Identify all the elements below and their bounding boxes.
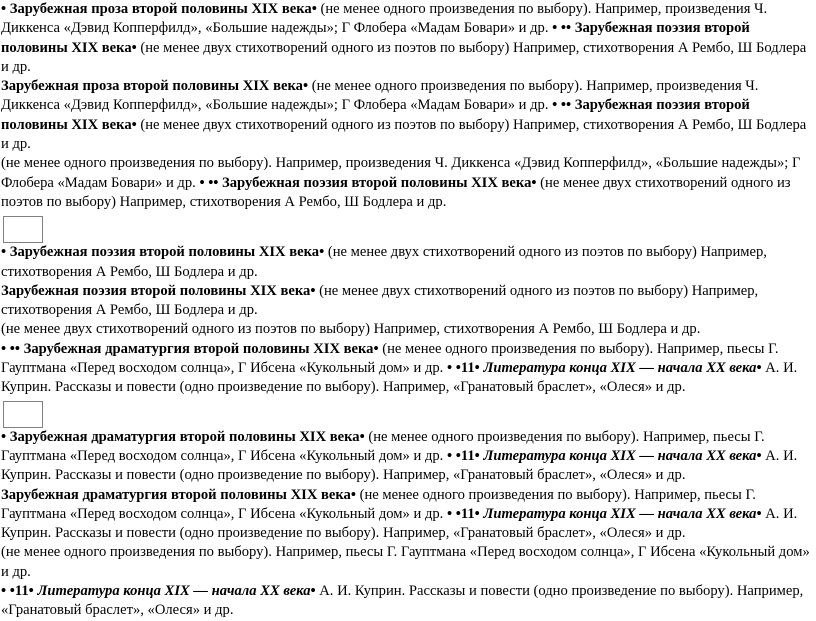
heading-literature-turn-of-century: Литература конца XIX — начала XX века — [483, 360, 757, 377]
heading-drama: • •• Зарубежная драматургия второй половины XIX века• — [1, 340, 379, 357]
body-text: (не менее двух стихотворений одного из поэтов по выбору) Например, стихотворения А Рембо, Ш Бодлера и др. — [1, 116, 807, 153]
empty-placeholder-box — [3, 216, 43, 243]
body-text: (не менее одного произведения по выбору). Например, произведения Ч. Диккенса «Дэвид Копперфилд», «Большие надежды»; Г Флобера «Мадам Бовари» и др. — [1, 78, 759, 114]
heading-prose: • Зарубежная проза второй половины XIX века• — [1, 1, 317, 17]
empty-placeholder-box — [3, 401, 43, 428]
paragraph-prose-poetry-1 — [1, 0, 815, 77]
paragraph-drama-4 — [1, 543, 815, 582]
body-text: (не менее двух стихотворений одного из поэтов по выбору) Например, стихотворения А Рембо, Ш Бодлера и др. — [1, 174, 791, 210]
bullet-marker: • — [756, 447, 762, 464]
paragraph-prose-poetry-3 — [1, 154, 815, 212]
heading-poetry: • •• Зарубежная поэзия второй половины XIX века• — [1, 20, 750, 56]
body-text: (не менее одного произведения по выбору). Например, произведения Ч. Диккенса «Дэвид Копперфилд», «Большие надежды»; Г Флобера «Мадам Бовари» и др. — [1, 1, 768, 37]
body-text: (не менее одного произведения по выбору). Например, пьесы Г. Гауптмана «Перед восходом солнца», Г Ибсена «Кукольный дом» и др. — [1, 544, 810, 580]
bullet-marker: • — [756, 360, 762, 377]
heading-literature-turn-of-century: Литература конца XIX — начала XX века — [37, 583, 311, 600]
paragraph-prose-poetry-2 — [1, 77, 815, 154]
heading-poetry: • •• Зарубежная поэзия второй половины XIX века• — [199, 174, 537, 191]
body-text: А. И. Куприн. Рассказы и повести (одно произведение по выбору). Например, «Гранатовый браслет», «Олеся» и др. — [1, 583, 804, 619]
body-text: (не менее двух стихотворений одного из поэтов по выбору) Например, стихотворения А Рембо, Ш Бодлера и др. — [1, 321, 701, 338]
paragraph-drama-2 — [1, 428, 815, 486]
paragraph-drama-3 — [1, 486, 815, 544]
heading-prose: Зарубежная проза второй половины XIX века• — [1, 78, 309, 95]
body-text: (не менее двух стихотворений одного из поэтов по выбору) Например, стихотворения А Рембо, Ш Бодлера и др. — [1, 244, 767, 280]
bullet-marker: • — [756, 505, 762, 522]
bullet-marker: • •11• — [1, 583, 38, 600]
body-text: (не менее одного произведения по выбору). Например, пьесы Г. Гауптмана «Перед восходом солнца», Г Ибсена «Кукольный дом» и др. — [1, 340, 779, 377]
heading-drama: • Зарубежная драматургия второй половины XIX века• — [1, 428, 365, 445]
heading-literature-turn-of-century: Литература конца XIX — начала XX века — [483, 447, 757, 464]
bullet-marker: • •11• — [446, 447, 484, 464]
body-text: А. И. Куприн. Рассказы и повести (одно произведение по выбору). Например, «Гранатовый браслет», «Олеся» и др. — [1, 505, 798, 542]
heading-poetry: Зарубежная поэзия второй половины XIX века• — [1, 282, 316, 299]
bullet-marker: • •11• — [446, 505, 484, 522]
heading-poetry: • Зарубежная поэзия второй половины XIX века• — [1, 244, 325, 261]
body-text: (не менее одного произведения по выбору). Например, произведения Ч. Диккенса «Дэвид Копперфилд», «Большие надежды»; Г Флобера «Мадам Бовари» и др. — [1, 155, 801, 191]
heading-poetry: • •• Зарубежная поэзия второй половины XIX века• — [1, 97, 750, 133]
body-text: (не менее одного произведения по выбору). Например, пьесы Г. Гауптмана «Перед восходом солнца», Г Ибсена «Кукольный дом» и др. — [1, 486, 756, 522]
body-text: А. И. Куприн. Рассказы и повести (одно произведение по выбору). Например, «Гранатовый браслет», «Олеся» и др. — [1, 360, 798, 396]
bullet-marker: • •11• — [446, 360, 484, 377]
heading-literature-turn-of-century: Литература конца XIX — начала XX века — [483, 505, 757, 522]
bullet-marker: • — [310, 583, 316, 600]
body-text: (не менее одного произведения по выбору). Например, пьесы Г. Гауптмана «Перед восходом солнца», Г Ибсена «Кукольный дом» и др. — [1, 428, 765, 464]
heading-drama: Зарубежная драматургия второй половины XIX века• — [1, 486, 356, 503]
paragraph-literature — [1, 582, 815, 621]
paragraph-poetry-2 — [1, 282, 815, 321]
paragraph-poetry-3 — [1, 320, 815, 339]
body-text: (не менее двух стихотворений одного из поэтов по выбору) Например, стихотворения А Рембо, Ш Бодлера и др. — [1, 39, 807, 75]
paragraph-drama-1 — [1, 340, 815, 398]
paragraph-poetry-1 — [1, 243, 815, 282]
body-text: (не менее двух стихотворений одного из поэтов по выбору) Например, стихотворения А Рембо, Ш Бодлера и др. — [1, 282, 759, 319]
body-text: А. И. Куприн. Рассказы и повести (одно произведение по выбору). Например, «Гранатовый браслет», «Олеся» и др. — [1, 447, 798, 484]
document-page — [1, 0, 815, 621]
